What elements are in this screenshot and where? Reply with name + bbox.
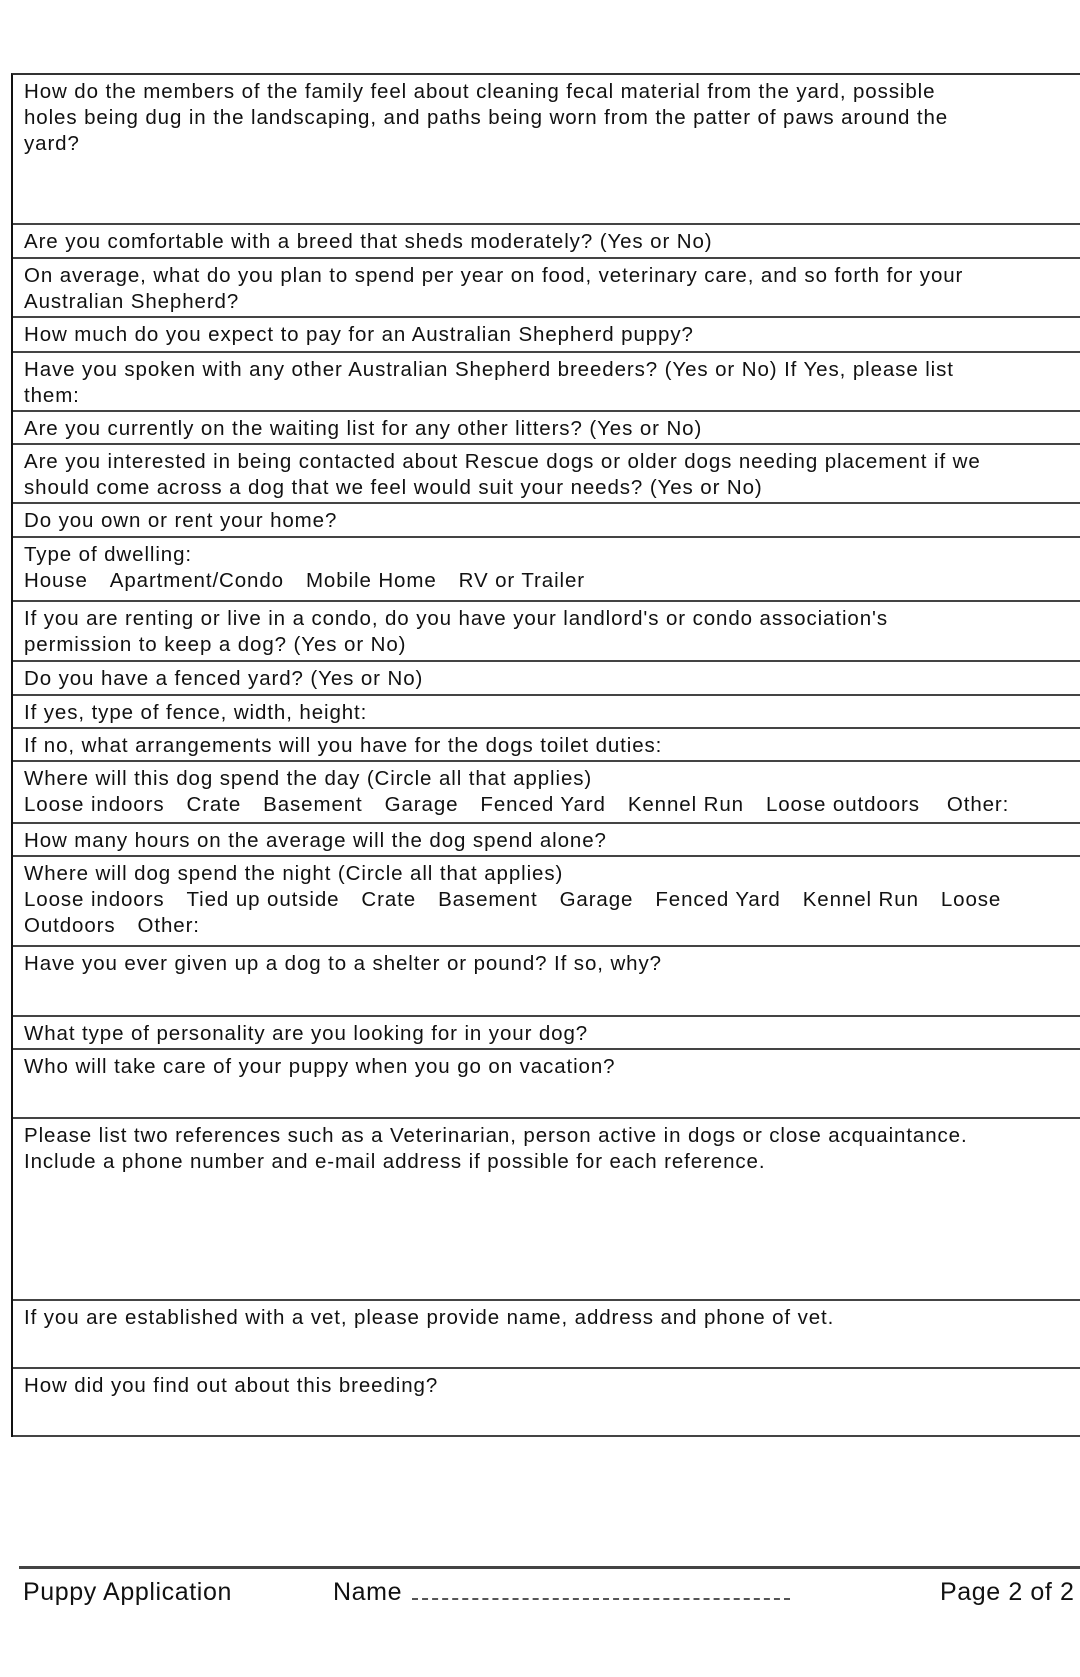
answer-option[interactable]: Mobile Home [305, 569, 437, 592]
answer-option[interactable]: Loose indoors [24, 793, 165, 816]
answer-options-continued [24, 913, 1080, 939]
question-text: Where will this dog spend the day (Circle all that applies) [24, 767, 593, 790]
question-text: should come across a dog that we feel would suit your needs? (Yes or No) [24, 476, 763, 499]
answer-option[interactable]: Garage [384, 793, 459, 816]
question-text: permission to keep a dog? (Yes or No) [24, 633, 407, 656]
question-row-day-location[interactable] [13, 762, 1080, 824]
question-text: Australian Shepherd? [24, 290, 240, 313]
answer-option[interactable]: House [24, 569, 88, 592]
question-text: Have you ever given up a dog to a shelter or pound? If so, why? [24, 952, 662, 975]
footer-divider [19, 1566, 1080, 1569]
name-blank-line[interactable] [412, 1578, 790, 1600]
question-text: Include a phone number and e-mail address if possible for each reference. [24, 1150, 766, 1173]
answer-option[interactable]: Crate [361, 888, 417, 911]
question-row-personality[interactable] [13, 1017, 1080, 1050]
answer-option[interactable]: Fenced Yard [480, 793, 606, 816]
question-row-puppy-price[interactable] [13, 318, 1080, 353]
question-text: How do the members of the family feel about cleaning fecal material from the yard, possible [24, 80, 936, 103]
answer-option[interactable]: Basement [263, 793, 363, 816]
question-text: How did you find out about this breeding? [24, 1374, 439, 1397]
question-text: If you are established with a vet, please provide name, address and phone of vet. [24, 1306, 835, 1329]
answer-option[interactable]: RV or Trailer [458, 569, 586, 592]
question-row-hours-alone[interactable] [13, 824, 1080, 857]
question-text: How much do you expect to pay for an Australian Shepherd puppy? [24, 323, 694, 346]
question-row-vet-info[interactable] [13, 1301, 1080, 1369]
question-text: Please list two references such as a Veterinarian, person active in dogs or close acquaintance. [24, 1124, 968, 1147]
question-row-fence-details[interactable] [13, 696, 1080, 729]
answer-options [24, 568, 1080, 594]
question-row-toilet-arrangements[interactable] [13, 729, 1080, 762]
question-text: holes being dug in the landscaping, and paths being worn from the patter of paws around the [24, 106, 949, 129]
question-text: Who will take care of your puppy when you go on vacation? [24, 1055, 616, 1078]
answer-option[interactable]: Crate [186, 793, 242, 816]
question-text: Where will dog spend the night (Circle all that applies) [24, 862, 564, 885]
question-text: If you are renting or live in a condo, do you have your landlord's or condo association's [24, 607, 888, 630]
answer-option[interactable]: Kennel Run [627, 793, 744, 816]
question-text: If yes, type of fence, width, height: [24, 701, 368, 724]
question-row-vacation-care[interactable] [13, 1050, 1080, 1119]
question-row-own-or-rent[interactable] [13, 504, 1080, 538]
question-row-landlord-permission[interactable] [13, 602, 1080, 662]
answer-option[interactable]: Other: [946, 793, 1010, 816]
question-text: Are you interested in being contacted about Rescue dogs or older dogs needing placement if we [24, 450, 981, 473]
question-row-references[interactable] [13, 1119, 1080, 1301]
question-text: Type of dwelling: [24, 543, 192, 566]
question-row-other-breeders[interactable] [13, 353, 1080, 412]
answer-options [24, 887, 1080, 913]
question-text: them: [24, 384, 80, 407]
footer-name-label: Name [333, 1578, 403, 1606]
question-row-night-location[interactable] [13, 857, 1080, 947]
answer-option[interactable]: Basement [438, 888, 538, 911]
answer-option[interactable]: Outdoors [24, 914, 116, 937]
application-questions-table [11, 73, 1080, 1437]
question-text: Have you spoken with any other Australian Shepherd breeders? (Yes or No) If Yes, please list [24, 358, 954, 381]
question-text: How many hours on the average will the dog spend alone? [24, 829, 607, 852]
question-row-shedding[interactable] [13, 225, 1080, 259]
question-text: On average, what do you plan to spend per year on food, veterinary care, and so forth for your [24, 264, 964, 287]
question-row-surrendered-dog[interactable] [13, 947, 1080, 1017]
answer-option[interactable]: Loose outdoors [765, 793, 920, 816]
question-text: What type of personality are you looking for in your dog? [24, 1022, 589, 1045]
answer-option[interactable]: Tied up outside [186, 888, 340, 911]
question-row-waiting-list[interactable] [13, 412, 1080, 445]
answer-option[interactable]: Garage [559, 888, 634, 911]
question-text: Are you currently on the waiting list for any other litters? (Yes or No) [24, 417, 703, 440]
answer-option[interactable]: Other: [137, 914, 200, 937]
question-row-referral-source[interactable] [13, 1369, 1080, 1437]
page-footer [0, 1572, 1080, 1612]
question-row-fenced-yard[interactable] [13, 662, 1080, 696]
question-text: Do you own or rent your home? [24, 509, 338, 532]
question-text: If no, what arrangements will you have for the dogs toilet duties: [24, 734, 663, 757]
answer-option[interactable]: Fenced Yard [655, 888, 781, 911]
answer-option[interactable]: Loose indoors [24, 888, 165, 911]
footer-name-field[interactable] [333, 1578, 790, 1607]
answer-option[interactable]: Loose [940, 888, 1002, 911]
question-text: Are you comfortable with a breed that sheds moderately? (Yes or No) [24, 230, 713, 253]
footer-title: Puppy Application [23, 1578, 232, 1606]
question-row-annual-cost[interactable] [13, 259, 1080, 318]
answer-option[interactable]: Kennel Run [802, 888, 919, 911]
question-row-dwelling-type[interactable] [13, 538, 1080, 602]
page-number: Page 2 of 2 [940, 1578, 1075, 1606]
question-row-rescue-contact[interactable] [13, 445, 1080, 504]
question-text: yard? [24, 132, 80, 155]
question-text: Do you have a fenced yard? (Yes or No) [24, 667, 424, 690]
answer-option[interactable]: Apartment/Condo [109, 569, 284, 592]
answer-options [24, 792, 1080, 818]
question-row-yard-maintenance[interactable] [13, 75, 1080, 225]
